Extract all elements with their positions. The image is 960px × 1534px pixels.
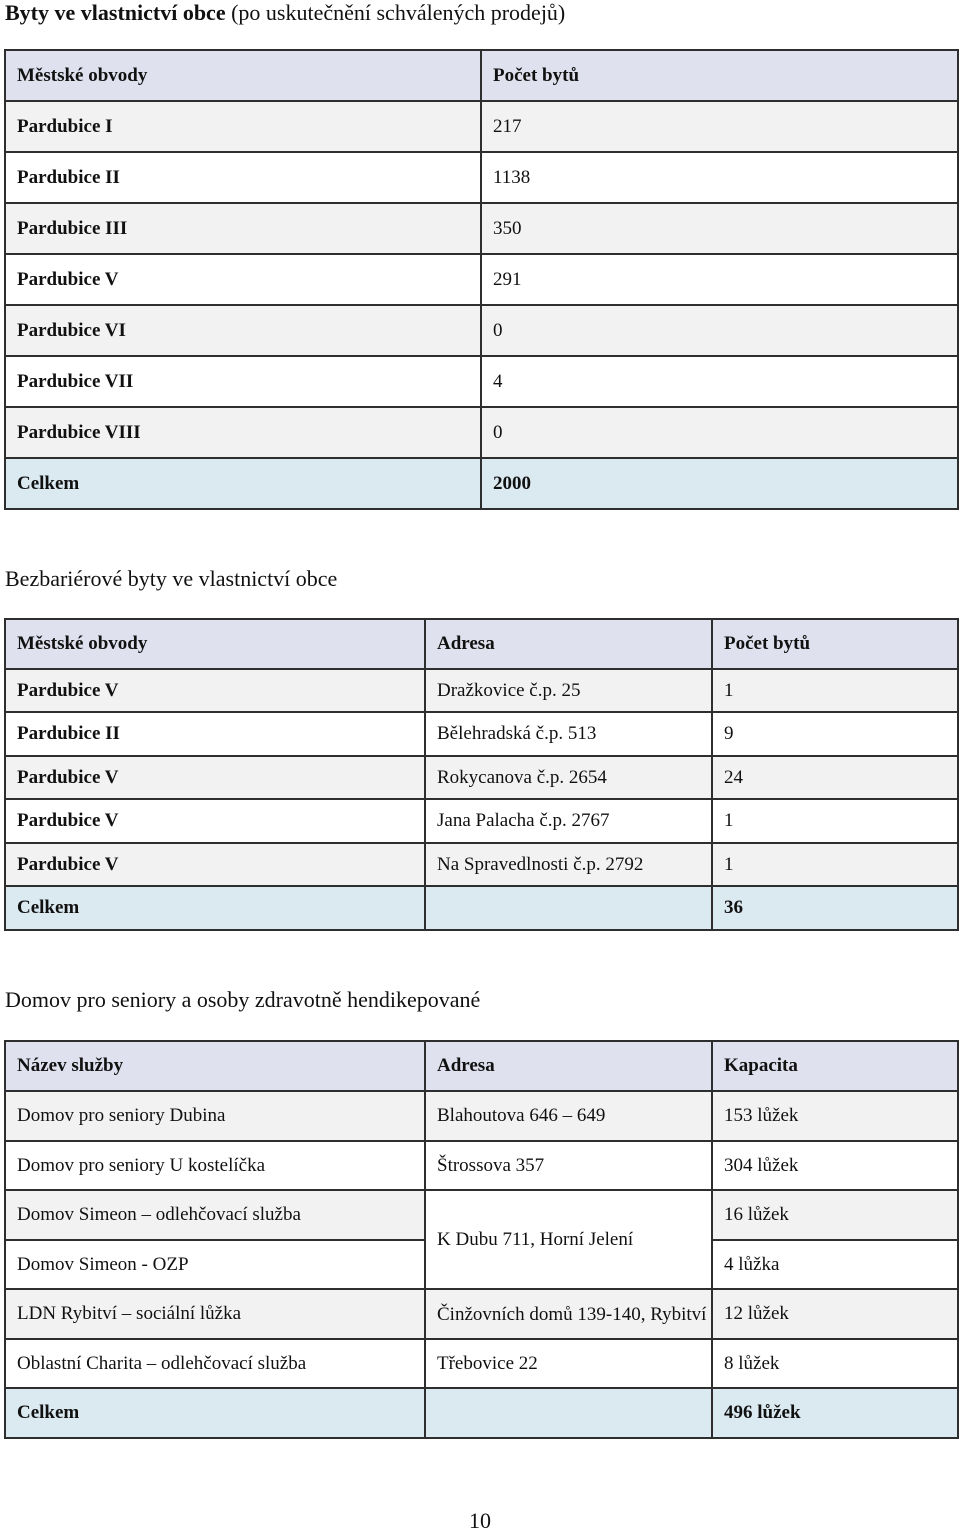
total-empty-cell <box>425 886 712 930</box>
service-name-cell: LDN Rybitví – sociální lůžka <box>5 1289 425 1339</box>
count-cell: 350 <box>481 203 958 254</box>
section1-title-main: Byty ve vlastnictví obce <box>5 0 226 25</box>
district-cell: Pardubice V <box>5 254 481 305</box>
address-cell: Blahoutova 646 – 649 <box>425 1091 712 1141</box>
capacity-cell: 304 lůžek <box>712 1141 958 1190</box>
section2-title: Bezbariérové byty ve vlastnictví obce <box>5 566 338 591</box>
page-number: 10 <box>469 1508 491 1533</box>
address-cell: Bělehradská č.p. 513 <box>425 712 712 756</box>
section1-title-suffix: (po uskutečnění schválených prodejů) <box>225 0 566 25</box>
total-empty-cell <box>425 1388 712 1438</box>
address-cell: K Dubu 711, Horní Jelení <box>425 1190 712 1289</box>
total-label: Celkem <box>5 886 425 930</box>
address-cell: Třebovice 22 <box>425 1339 712 1388</box>
barrier-free-flats-table <box>4 618 959 931</box>
table-header-row <box>5 619 958 669</box>
total-row <box>5 458 958 509</box>
table-row <box>5 1339 958 1388</box>
capacity-cell: 16 lůžek <box>712 1190 958 1240</box>
column-header: Městské obvody <box>5 50 481 101</box>
service-name-cell: Domov Simeon - OZP <box>5 1240 425 1289</box>
district-cell: Pardubice V <box>5 756 425 799</box>
total-label: Celkem <box>5 1388 425 1438</box>
district-cell: Pardubice II <box>5 712 425 756</box>
column-header: Městské obvody <box>5 619 425 669</box>
count-cell: 0 <box>481 305 958 356</box>
table-row <box>5 1091 958 1141</box>
capacity-cell: 153 lůžek <box>712 1091 958 1141</box>
total-value: 496 lůžek <box>712 1388 958 1438</box>
district-cell: Pardubice III <box>5 203 481 254</box>
total-value: 2000 <box>481 458 958 509</box>
service-name-cell: Domov pro seniory Dubina <box>5 1091 425 1141</box>
table-row <box>5 356 958 407</box>
table-row <box>5 203 958 254</box>
table-row <box>5 1141 958 1190</box>
column-header: Kapacita <box>712 1041 958 1091</box>
table-row <box>5 843 958 886</box>
senior-homes-table <box>4 1040 959 1439</box>
capacity-cell: 12 lůžek <box>712 1289 958 1339</box>
column-header: Adresa <box>425 1041 712 1091</box>
section3-title: Domov pro seniory a osoby zdravotně hendikepované <box>5 987 481 1012</box>
district-cell: Pardubice V <box>5 799 425 843</box>
count-cell: 0 <box>481 407 958 458</box>
capacity-cell: 8 lůžek <box>712 1339 958 1388</box>
total-label: Celkem <box>5 458 481 509</box>
column-header: Počet bytů <box>481 50 958 101</box>
district-cell: Pardubice VI <box>5 305 481 356</box>
column-header: Název služby <box>5 1041 425 1091</box>
address-cell: Rokycanova č.p. 2654 <box>425 756 712 799</box>
count-cell: 291 <box>481 254 958 305</box>
service-name-cell: Domov pro seniory U kostelíčka <box>5 1141 425 1190</box>
service-name-cell: Domov Simeon – odlehčovací služba <box>5 1190 425 1240</box>
total-row <box>5 1388 958 1438</box>
address-cell: Dražkovice č.p. 25 <box>425 669 712 712</box>
district-cell: Pardubice V <box>5 669 425 712</box>
capacity-cell: 4 lůžka <box>712 1240 958 1289</box>
count-cell: 4 <box>481 356 958 407</box>
table-row <box>5 1289 958 1339</box>
table-row <box>5 254 958 305</box>
table-row <box>5 407 958 458</box>
total-row <box>5 886 958 930</box>
table-header-row <box>5 1041 958 1091</box>
table-row <box>5 305 958 356</box>
count-cell: 1 <box>712 669 958 712</box>
district-cell: Pardubice I <box>5 101 481 152</box>
column-header: Adresa <box>425 619 712 669</box>
table-header-row <box>5 50 958 101</box>
table-row <box>5 669 958 712</box>
address-cell: Jana Palacha č.p. 2767 <box>425 799 712 843</box>
district-cell: Pardubice VII <box>5 356 481 407</box>
count-cell: 1 <box>712 799 958 843</box>
table-row <box>5 152 958 203</box>
address-cell: Činžovních domů 139-140, Rybitví <box>425 1289 712 1339</box>
table-row <box>5 756 958 799</box>
address-cell: Na Spravedlnosti č.p. 2792 <box>425 843 712 886</box>
flats-table <box>4 49 959 510</box>
column-header: Počet bytů <box>712 619 958 669</box>
section1-title <box>5 0 565 26</box>
district-cell: Pardubice V <box>5 843 425 886</box>
total-value: 36 <box>712 886 958 930</box>
table-row <box>5 1190 958 1240</box>
table-row <box>5 799 958 843</box>
count-cell: 1138 <box>481 152 958 203</box>
count-cell: 9 <box>712 712 958 756</box>
count-cell: 217 <box>481 101 958 152</box>
service-name-cell: Oblastní Charita – odlehčovací služba <box>5 1339 425 1388</box>
district-cell: Pardubice II <box>5 152 481 203</box>
address-cell: Štrossova 357 <box>425 1141 712 1190</box>
count-cell: 1 <box>712 843 958 886</box>
count-cell: 24 <box>712 756 958 799</box>
district-cell: Pardubice VIII <box>5 407 481 458</box>
table-row <box>5 712 958 756</box>
table-row <box>5 101 958 152</box>
